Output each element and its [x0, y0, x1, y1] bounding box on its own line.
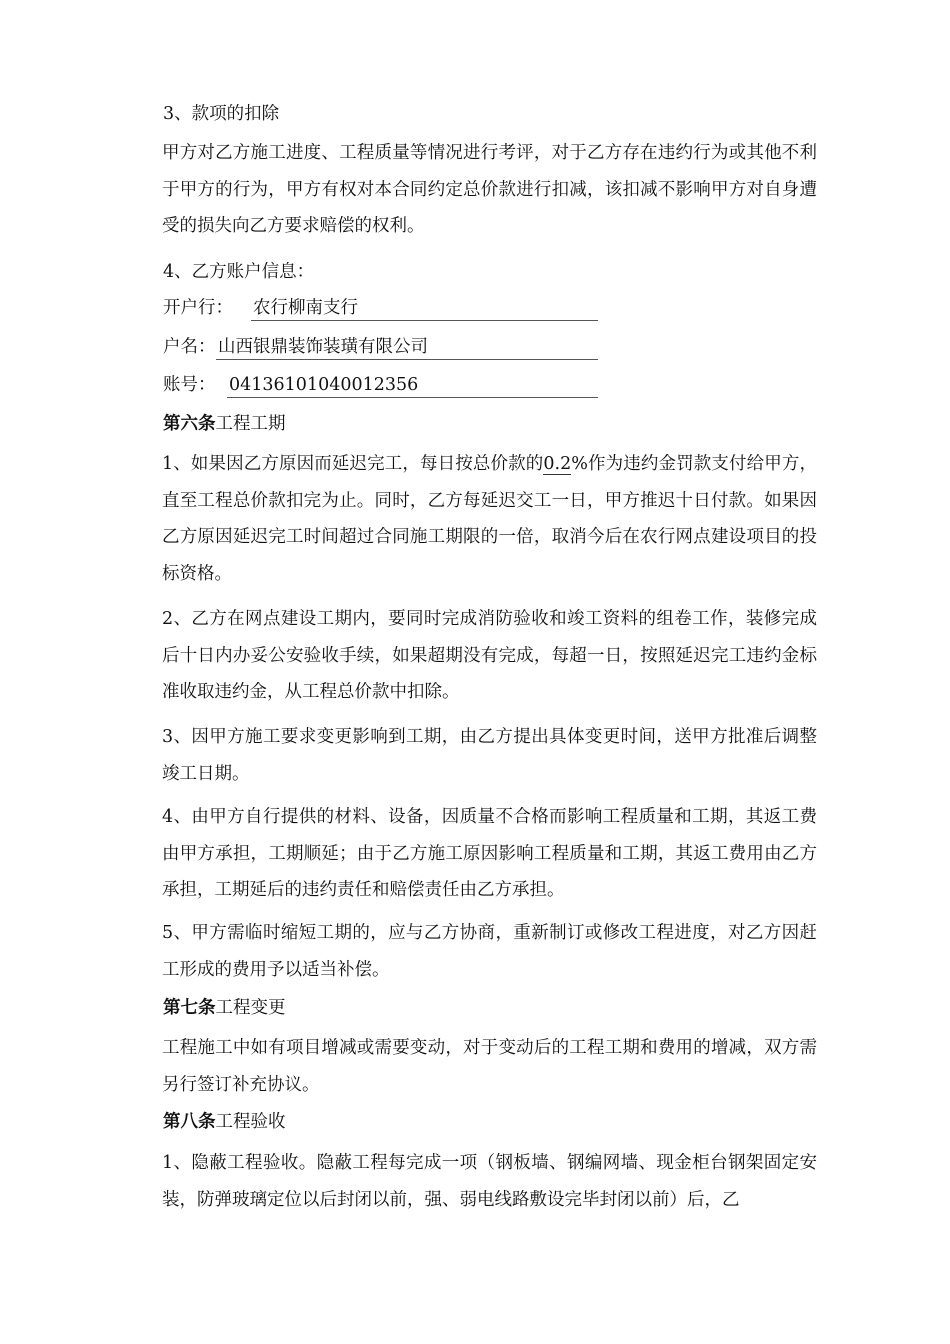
account-number-row	[163, 372, 419, 400]
account-number-value: 04136101040012356	[227, 372, 598, 398]
account-name-label: 户名：	[163, 337, 216, 357]
article8-name: 工程验收	[215, 1112, 286, 1132]
article6-number: 第六条	[163, 414, 216, 434]
article8-title	[163, 1109, 286, 1135]
article6-title	[163, 411, 286, 437]
paragraph-text: 甲方对乙方施工进度、工程质量等情况进行考评，对于乙方存在违约行为或其他不利于甲方的行为，甲方有权对本合同约定总价款进行扣减，该扣减不影响甲方对自身遭受的损失向乙方要求赔偿的权利。	[162, 143, 817, 236]
account-name-value: 山西银鼎装饰装璜有限公司	[216, 334, 598, 360]
account-bank-label: 开户行：	[163, 298, 233, 318]
article6-paragraph-4: 4、由甲方自行提供的材料、设备，因质量不合格而影响工程质量和工期，其返工费由甲方承担，工期顺延；由于乙方施工原因影响工程质量和工期，其返工费用由乙方承担，工期延后的违约责任和赔偿责任由乙方承担。	[162, 807, 817, 900]
account-number-label: 账号：	[163, 375, 216, 395]
article7-name: 工程变更	[215, 998, 286, 1018]
paragraph-text: %作为违约金罚款支付给甲方，直至工程总价款扣完为止。同时，乙方每延迟交工一日，甲方推迟十日付款。如果因乙方原因延迟完工时间超过合同施工期限的一倍，取消今后在农行网点建设项目的投标资格。	[162, 454, 817, 584]
paragraph-payment-deduction	[162, 135, 817, 245]
account-name-row	[163, 334, 428, 362]
section-heading-payment-deduction: 3、款项的扣除	[163, 104, 280, 124]
paragraph-text: 1、如果因乙方原因而延迟完工，每日按总价款的	[162, 454, 544, 474]
penalty-rate: 0.2	[543, 454, 572, 474]
article6-paragraph-1	[162, 446, 817, 592]
section-heading-account-info: 4、乙方账户信息：	[163, 262, 315, 282]
article6-paragraph-2: 2、乙方在网点建设工期内，要同时完成消防验收和竣工资料的组卷工作，装修完成后十日内办妥公安验收手续，如果超期没有完成，每超一日，按照延迟完工违约金标准收取违约金，从工程总价款中扣除。	[162, 609, 817, 702]
account-bank-value: 农行柳南支行	[251, 295, 598, 321]
article6-paragraph-5: 5、甲方需临时缩短工期的，应与乙方协商，重新制订或修改工程进度，对乙方因赶工形成的费用予以适当补偿。	[162, 923, 817, 980]
account-bank-row	[163, 295, 358, 323]
article8-paragraph-1: 1、隐蔽工程验收。隐蔽工程每完成一项（钢板墙、钢编网墙、现金柜台钢架固定安装，防弹玻璃定位以后封闭以前，强、弱电线路敷设完毕封闭以前）后，乙	[162, 1153, 817, 1210]
article7-title	[163, 995, 286, 1021]
article7-number: 第七条	[163, 998, 216, 1018]
article6-name: 工程工期	[215, 414, 286, 434]
article8-number: 第八条	[163, 1112, 216, 1132]
article7-paragraph-1: 工程施工中如有项目增减或需要变动，对于变动后的工程工期和费用的增减，双方需另行签订补充协议。	[162, 1038, 817, 1095]
article6-paragraph-3: 3、因甲方施工要求变更影响到工期，由乙方提出具体变更时间，送甲方批准后调整竣工日期。	[162, 727, 817, 784]
